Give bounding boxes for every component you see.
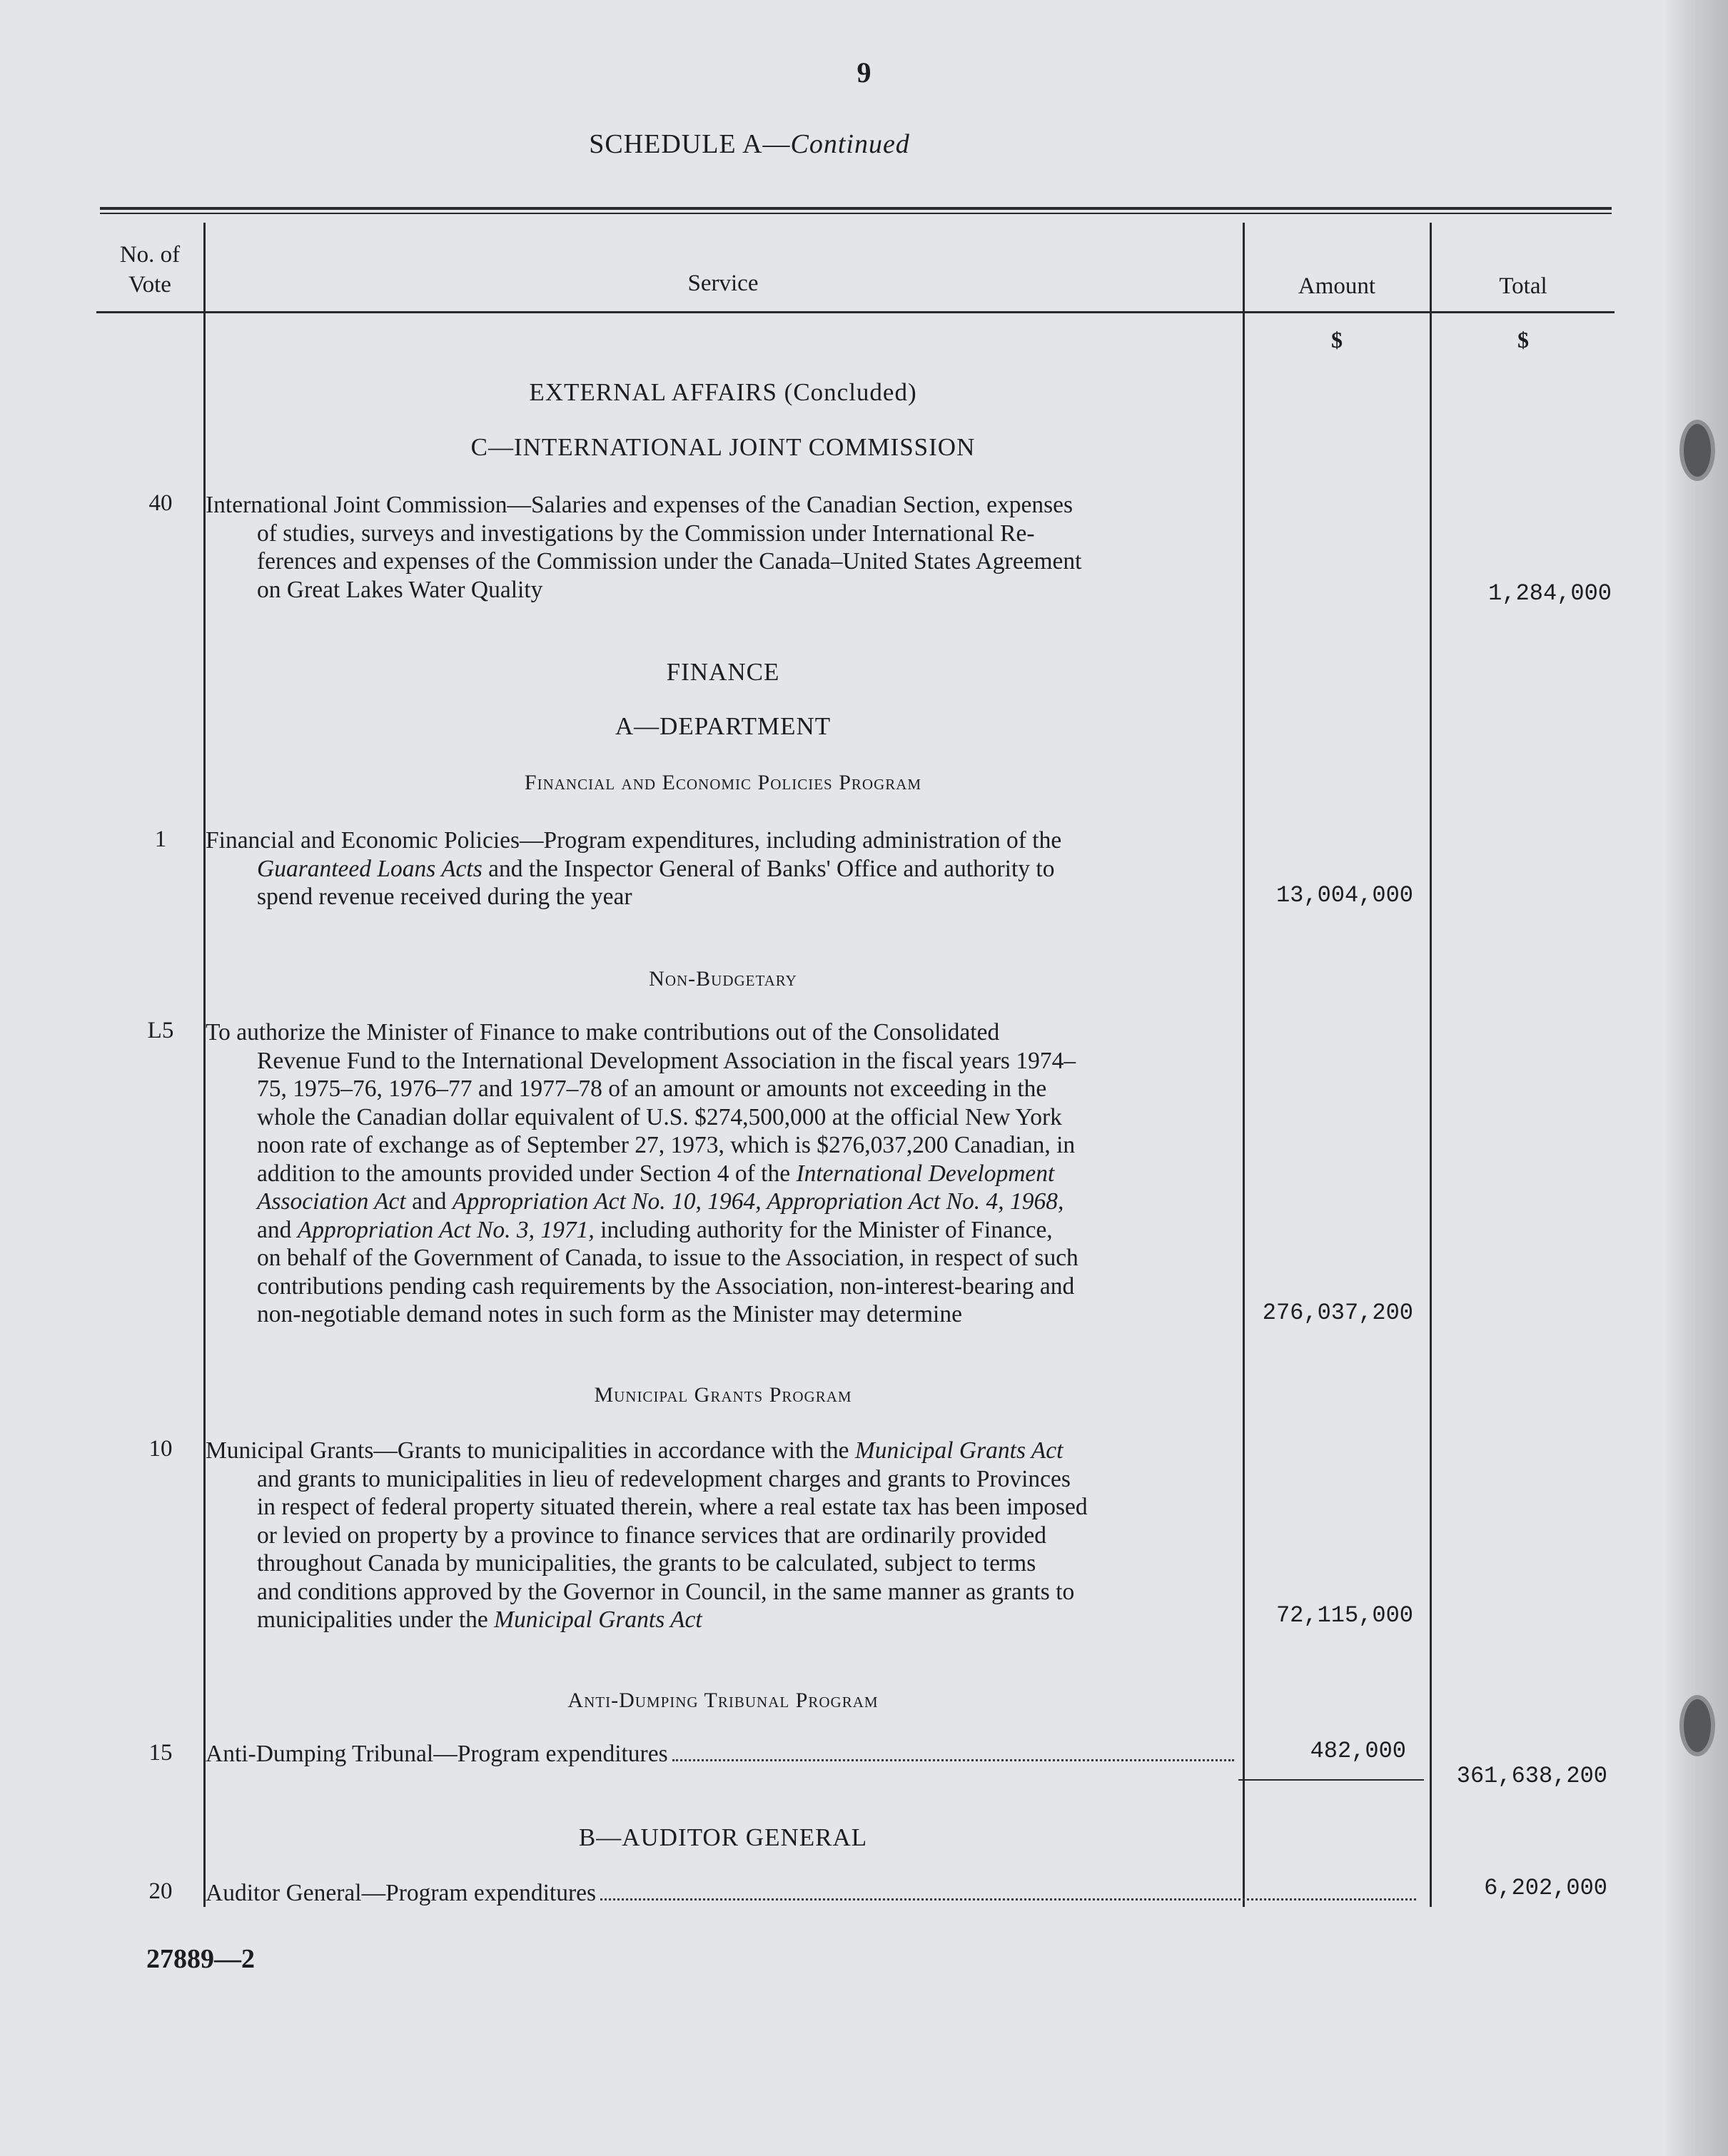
section-department: A—DEPARTMENT bbox=[615, 712, 832, 740]
amount-currency: $ bbox=[1331, 327, 1343, 353]
section-external-affairs: EXTERNAL AFFAIRS (Concluded) bbox=[529, 378, 917, 406]
total-currency: $ bbox=[1517, 327, 1529, 353]
vote-10-amount: 72,115,000 bbox=[1275, 1602, 1413, 1629]
footer-code: 27889—2 bbox=[146, 1944, 255, 1974]
vote-number: 10 bbox=[148, 1436, 173, 1462]
finance-total: 361,638,200 bbox=[1456, 1763, 1607, 1789]
section-ijc: C—INTERNATIONAL JOINT COMMISSION bbox=[470, 433, 976, 461]
subtotal-rule bbox=[1238, 1779, 1424, 1781]
program-antidumping: Anti-Dumping Tribunal Program bbox=[567, 1689, 879, 1712]
binder-hole bbox=[1679, 1695, 1715, 1756]
vote-number: 1 bbox=[154, 826, 167, 852]
vote-number: L5 bbox=[147, 1018, 174, 1043]
vote-40-text: International Joint Commission—Salaries and expenses of the Canadian Section, expenses of studies, surveys and investigations by the Commission under International Re- ferences and expenses of the Commission under the Canada–United States Agreement on Great Lakes Water Quality bbox=[206, 492, 1082, 603]
vote-l5-text: To authorize the Minister of Finance to make contributions out of the Consolidated Revenue Fund to the International Development Association in the fiscal years 1974– 75, 1975–76, 1976–77 and 1977–78 of an amount or amounts not exceeding in the whole the Canadian dollar equivalent of U.S. $274,500,000 at the official New York noon rate of exchange as of September 27, 1973, which is $276,037,200 Canadian, in addition to the amounts provided under Section 4 of the International Development Association Act and Appropriation Act No. 10, 1964, Appropriation Act No. 4, 1968, and Appropriation Act No. 3, 1971, including authority for the Minister of Finance, on behalf of the Government of Canada, to issue to the Association, in respect of such contributions pending cash requirements by the Association, non-interest-bearing and non-negotiable demand notes in such form as the Minister may determine bbox=[206, 1019, 1078, 1327]
header-amount: Amount bbox=[1298, 273, 1376, 299]
vote-15-amount: 482,000 bbox=[1310, 1738, 1406, 1764]
section-finance: FINANCE bbox=[666, 658, 780, 686]
vote-number: 20 bbox=[148, 1878, 173, 1904]
vote-1-amount: 13,004,000 bbox=[1275, 882, 1413, 909]
section-auditor-general: B—AUDITOR GENERAL bbox=[578, 1823, 868, 1851]
vote-20-text: Auditor General—Program expenditures bbox=[206, 1879, 1419, 1908]
header-service: Service bbox=[687, 270, 759, 296]
vote-1-text: Financial and Economic Policies—Program expenditures, including administration of the Guaranteed Loans Acts and the Inspector General of Banks' Office and authority to spend revenue received during the year bbox=[206, 827, 1062, 910]
vote-number: 40 bbox=[148, 490, 173, 516]
header-total: Total bbox=[1499, 273, 1547, 299]
vote-10-text: Municipal Grants—Grants to municipalities in accordance with the Municipal Grants Act and grants to municipalities in lieu of redevelopment charges and grants to Provinces in respect of federal property situated therein, where a real estate tax has been imposed or levied on property by a province to finance services that are ordinarily provided throughout Canada by municipalities, the grants to be calculated, subject to terms and conditions approved by the Governor in Council, in the same manner as grants to municipalities under the Municipal Grants Act bbox=[206, 1437, 1088, 1633]
column-divider bbox=[1243, 223, 1245, 1907]
program-municipal: Municipal Grants Program bbox=[594, 1383, 852, 1407]
vote-20-total: 6,202,000 bbox=[1484, 1875, 1607, 1901]
vote-l5-amount: 276,037,200 bbox=[1262, 1300, 1413, 1326]
program-fep: Financial and Economic Policies Program bbox=[524, 771, 922, 794]
table-top-rule bbox=[100, 207, 1612, 210]
column-divider bbox=[1430, 223, 1432, 1907]
page-number: 9 bbox=[857, 56, 871, 88]
page-edge bbox=[1664, 0, 1728, 2156]
schedule-title: SCHEDULE A—Continued bbox=[589, 129, 910, 159]
table-top-rule bbox=[100, 213, 1612, 214]
header-vote: No. of Vote bbox=[119, 242, 181, 298]
header-rule bbox=[96, 311, 1615, 313]
binder-hole bbox=[1679, 420, 1715, 481]
vote-15-text: Anti-Dumping Tribunal—Program expenditures bbox=[206, 1740, 1237, 1768]
section-non-budgetary: Non-Budgetary bbox=[649, 967, 797, 991]
vote-number: 15 bbox=[148, 1740, 173, 1766]
vote-40-total: 1,284,000 bbox=[1488, 580, 1612, 607]
